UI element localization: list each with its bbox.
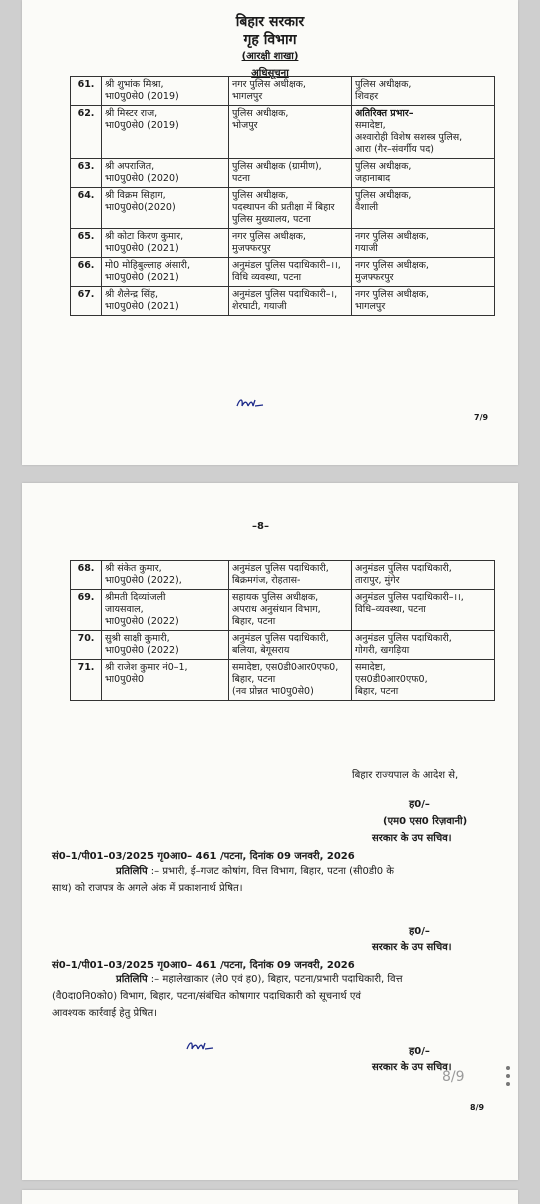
new-posting-cell	[352, 77, 495, 106]
memo-2-signed: ह0/–	[409, 1046, 430, 1057]
memo-1-text-line-1: :– प्रभारी, ई–गजट कोषांग, वित्त विभाग, बिहार, पटना (सी0डी0 के	[147, 866, 394, 877]
new-posting-cell	[352, 258, 495, 287]
cell-line: अतिरिक्त प्रभार–	[355, 108, 414, 119]
cell-line: मो0 मोहिबुल्लाह अंसारी,	[105, 260, 191, 271]
signed-mark: ह0/–	[409, 799, 430, 810]
signature-initials	[235, 396, 265, 410]
header-department: गृह विभाग	[243, 32, 297, 48]
officer-name-cell	[102, 188, 229, 229]
cell-line: विधि–व्यवस्था, पटना	[355, 604, 426, 615]
serial-number: 66.	[71, 258, 102, 287]
serial-number: 65.	[71, 229, 102, 258]
memo-1-signed: ह0/–	[409, 926, 430, 937]
officer-designation: सरकार के उप सचिव।	[372, 833, 452, 844]
memo-2-text-line-1: :– महालेखाकार (ले0 एवं ह0), बिहार, पटना/प्रभारी पदाधिकारी, वित्त	[147, 974, 403, 985]
cell-line: पुलिस अधीक्षक,	[232, 108, 289, 119]
cell-line: एस0डी0आर0एफ0,	[355, 674, 428, 685]
table-row	[71, 258, 495, 287]
current-posting-cell	[229, 590, 352, 631]
cell-line: विधि व्यवस्था, पटना	[232, 272, 302, 283]
new-posting-cell	[352, 159, 495, 188]
cell-line: भा0पु0से0 (2022)	[105, 645, 179, 656]
cell-line: भागलपुर	[232, 91, 263, 102]
cell-line: भा0पु0से0 (2021)	[105, 301, 179, 312]
cell-line: पुलिस अधीक्षक,	[355, 190, 412, 201]
officer-name-cell	[102, 590, 229, 631]
cell-line: भा0पु0से0 (2022)	[105, 616, 179, 627]
cell-line: पुलिस अधीक्षक,	[232, 190, 289, 201]
cell-line: पुलिस अधीक्षक,	[355, 79, 412, 90]
cell-line: आरा (गैर–संवर्गीय पद)	[355, 144, 434, 155]
table-row	[71, 561, 495, 590]
cell-line: अश्वारोही विशेष सशस्त्र पुलिस,	[355, 132, 463, 143]
document-page-9-partial	[22, 1190, 518, 1204]
cell-line: समादेष्टा,	[355, 662, 386, 673]
memo-1-text-line-2: साथ) को राजपत्र के अगले अंक में प्रकाशनार्थ प्रेषित।	[52, 883, 243, 894]
cell-line: वैशाली	[355, 202, 379, 213]
new-posting-cell	[352, 229, 495, 258]
document-page-7	[22, 0, 518, 465]
cell-line: नगर पुलिस अधीक्षक,	[232, 79, 306, 90]
cell-line: शिवहर	[355, 91, 379, 102]
table-row	[71, 287, 495, 316]
cell-line: नगर पुलिस अधीक्षक,	[355, 231, 429, 242]
current-posting-cell	[229, 77, 352, 106]
new-posting-cell	[352, 561, 495, 590]
cell-line: श्री मिस्टर राज,	[105, 108, 158, 119]
page-number: 7/9	[474, 413, 489, 422]
officer-name-cell	[102, 660, 229, 701]
cell-line: पुलिस मुख्यालय, पटना	[232, 214, 311, 225]
table-row	[71, 660, 495, 701]
cell-line: श्री अपराजित,	[105, 161, 155, 172]
memo-2-copy-label: प्रतिलिपि	[116, 974, 148, 985]
cell-line: शेरघाटी, गयाजी	[232, 301, 287, 312]
header-notification: अधिसूचना	[251, 68, 289, 79]
table-row	[71, 159, 495, 188]
cell-line: अनुमंडल पुलिस पदाधिकारी,	[232, 563, 329, 574]
cell-line: श्री शुभांक मिश्रा,	[105, 79, 164, 90]
by-order-text: बिहार राज्यपाल के आदेश से,	[352, 770, 459, 781]
document-page-8	[22, 483, 518, 1180]
memo-1-reference: सं0–1/पी01–03/2025 गृ0आ0– 461 /पटना, दिनांक 09 जनवरी, 2026	[52, 851, 355, 862]
cell-line: श्री कोटा किरण कुमार,	[105, 231, 184, 242]
cell-line: अनुमंडल पुलिस पदाधिकारी,	[355, 633, 452, 644]
cell-line: भागलपुर	[355, 301, 386, 312]
new-posting-cell	[352, 590, 495, 631]
table-row	[71, 590, 495, 631]
serial-number: 61.	[71, 77, 102, 106]
cell-line: पदस्थापन की प्रतीक्षा में बिहार	[232, 202, 335, 213]
serial-number: 68.	[71, 561, 102, 590]
new-posting-cell	[352, 106, 495, 159]
officer-name: (एम0 एस0 रिज़वानी)	[383, 816, 468, 827]
cell-line: भोजपुर	[232, 120, 258, 131]
current-posting-cell	[229, 188, 352, 229]
officer-name-cell	[102, 77, 229, 106]
memo-1-designation: सरकार के उप सचिव।	[372, 942, 452, 953]
cell-line: (नव प्रोन्नत भा0पु0से0)	[232, 686, 314, 697]
cell-line: नगर पुलिस अधीक्षक,	[232, 231, 306, 242]
cell-line: श्री शैलेन्द्र सिंह,	[105, 289, 159, 300]
page-center-number: –8–	[252, 521, 269, 532]
cell-line: नगर पुलिस अधीक्षक,	[355, 260, 429, 271]
serial-number: 69.	[71, 590, 102, 631]
cell-line: भा0पु0से0 (2021)	[105, 272, 179, 283]
current-posting-cell	[229, 258, 352, 287]
serial-number: 62.	[71, 106, 102, 159]
current-posting-cell	[229, 287, 352, 316]
cell-line: बिक्रमगंज, रोहतास-	[232, 575, 301, 586]
serial-number: 70.	[71, 631, 102, 660]
serial-number: 63.	[71, 159, 102, 188]
cell-line: बिहार, पटना	[355, 686, 399, 697]
serial-number: 67.	[71, 287, 102, 316]
cell-line: श्रीमती दिव्यांजली	[105, 592, 166, 603]
current-posting-cell	[229, 106, 352, 159]
cell-line: बिहार, पटना	[232, 616, 276, 627]
cell-line: गोगरी, खगड़िया	[355, 645, 410, 656]
memo-2-designation: सरकार के उप सचिव।	[372, 1062, 452, 1073]
new-posting-cell	[352, 287, 495, 316]
cell-line: गयाजी	[355, 243, 378, 254]
transfer-table-1	[70, 76, 495, 316]
cell-line: जायसवाल,	[105, 604, 144, 615]
signature-initials-2	[185, 1039, 215, 1053]
cell-line: सहायक पुलिस अधीक्षक,	[232, 592, 319, 603]
current-posting-cell	[229, 229, 352, 258]
cell-line: मुजफ्फरपुर	[355, 272, 394, 283]
memo-2-body	[52, 971, 502, 1022]
table-row	[71, 77, 495, 106]
cell-line: भा0पु0से0	[105, 674, 145, 685]
current-posting-cell	[229, 159, 352, 188]
officer-name-cell	[102, 561, 229, 590]
cell-line: अनुमंडल पुलिस पदाधिकारी–।।,	[232, 260, 341, 271]
cell-line: समादेष्टा, एस0डी0आर0एफ0,	[232, 662, 339, 673]
memo-2-reference: सं0–1/पी01–03/2025 गृ0आ0– 461 /पटना, दिनांक 09 जनवरी, 2026	[52, 960, 355, 971]
cell-line: सुश्री साक्षी कुमारी,	[105, 633, 170, 644]
cell-line: अनुमंडल पुलिस पदाधिकारी,	[232, 633, 329, 644]
cell-line: बलिया, बेगूसराय	[232, 645, 290, 656]
table-row	[71, 188, 495, 229]
officer-name-cell	[102, 258, 229, 287]
serial-number: 71.	[71, 660, 102, 701]
new-posting-cell	[352, 631, 495, 660]
table-row	[71, 229, 495, 258]
cell-line: श्री विक्रम सिहाग,	[105, 190, 166, 201]
memo-2-text-line-3: आवश्यक कार्रवाई हेतु प्रेषित।	[52, 1008, 158, 1019]
new-posting-cell	[352, 188, 495, 229]
cell-line: मुजफ्फरपुर	[232, 243, 271, 254]
transfer-table-2	[70, 560, 495, 701]
officer-name-cell	[102, 229, 229, 258]
cell-line: भा0पु0से0 (2019)	[105, 120, 179, 131]
cell-line: भा0पु0से0 (2019)	[105, 91, 179, 102]
cell-line: अनुमंडल पुलिस पदाधिकारी,	[355, 563, 452, 574]
cell-line: श्री संकेत कुमार,	[105, 563, 162, 574]
table-row	[71, 106, 495, 159]
officer-name-cell	[102, 631, 229, 660]
current-posting-cell	[229, 631, 352, 660]
cell-line: भा0पु0से0 (2020)	[105, 173, 179, 184]
cell-line: भा0पु0से0(2020)	[105, 202, 176, 213]
current-posting-cell	[229, 660, 352, 701]
memo-1-body	[52, 863, 502, 897]
more-options-icon[interactable]	[504, 1066, 512, 1090]
new-posting-cell	[352, 660, 495, 701]
memo-1-copy-label: प्रतिलिपि	[116, 866, 148, 877]
viewer-page-indicator: 8/9	[442, 1069, 465, 1085]
cell-line: अनुमंडल पुलिस पदाधिकारी–।।,	[355, 592, 464, 603]
header-government: बिहार सरकार	[235, 14, 305, 30]
cell-line: अनुमंडल पुलिस पदाधिकारी–।,	[232, 289, 338, 300]
cell-line: पुलिस अधीक्षक (ग्रामीण),	[232, 161, 322, 172]
cell-line: समादेष्टा,	[355, 120, 386, 131]
cell-line: भा0पु0से0 (2022),	[105, 575, 182, 586]
officer-name-cell	[102, 106, 229, 159]
cell-line: अपराध अनुसंधान विभाग,	[232, 604, 321, 615]
table-row	[71, 631, 495, 660]
cell-line: श्री राजेश कुमार नं0–1,	[105, 662, 188, 673]
officer-name-cell	[102, 287, 229, 316]
cell-line: पुलिस अधीक्षक,	[355, 161, 412, 172]
cell-line: नगर पुलिस अधीक्षक,	[355, 289, 429, 300]
cell-line: जहानाबाद	[355, 173, 391, 184]
cell-line: तारापुर, मुंगेर	[355, 575, 400, 586]
page-number-2: 8/9	[470, 1103, 485, 1112]
officer-name-cell	[102, 159, 229, 188]
cell-line: बिहार, पटना	[232, 674, 276, 685]
current-posting-cell	[229, 561, 352, 590]
cell-line: पटना	[232, 173, 250, 184]
cell-line: भा0पु0से0 (2021)	[105, 243, 179, 254]
serial-number: 64.	[71, 188, 102, 229]
header-branch: (आरक्षी शाखा)	[241, 51, 299, 62]
memo-2-text-line-2: (वै0दा0नि0को0) विभाग, बिहार, पटना/संबंधित कोषागार पदाधिकारी को सूचनार्थ एवं	[52, 991, 361, 1002]
